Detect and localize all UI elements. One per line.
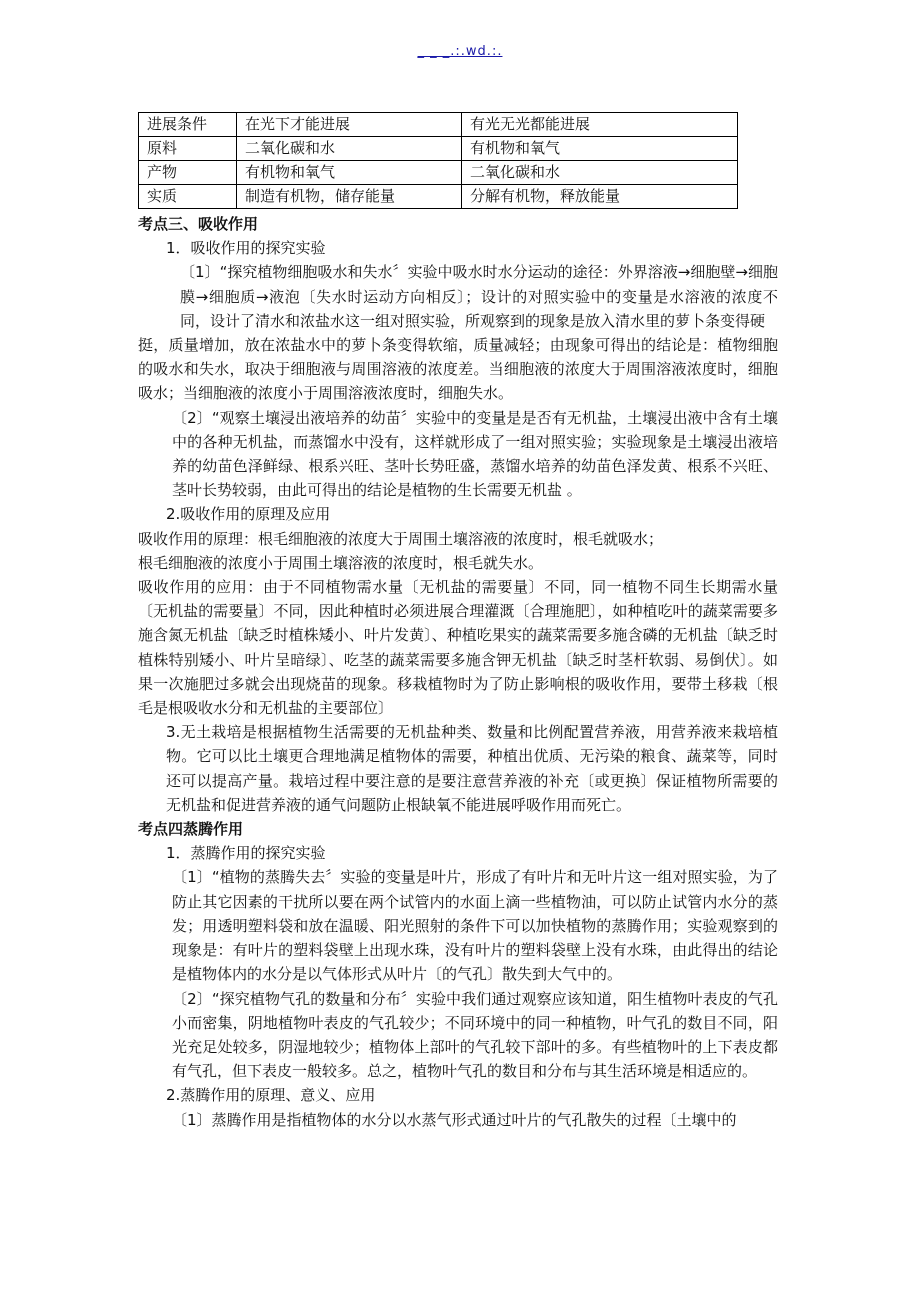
table-cell: 在光下才能进展 [237,113,462,137]
paragraph: 〔1〕“探究植物细胞吸水和失水〞实验中吸水时水分运动的途径：外界溶液→细胞壁→细胞膜→细胞质→液泡〔失水时运动方向相反〕；设计的对照实验中的变量是水溶液的浓度不同，设计了清水和浓盐水这一组对照实验，所观察到的现象是放入清水里的萝卜条变得硬 [180,263,778,330]
comparison-table [138,112,738,209]
document-body [138,212,778,1132]
table-cell: 产物 [139,161,237,185]
table-cell: 进展条件 [139,113,237,137]
table-cell: 实质 [139,185,237,209]
table-cell: 制造有机物，储存能量 [237,185,462,209]
paragraph: 吸收作用的应用：由于不同植物需水量〔无机盐的需要量〕不同，同一植物不同生长期需水量〔无机盐的需要量〕不同，因此种植时必须进展合理灌溉〔合理施肥〕，如种植吃叶的蔬菜需要多施含氮无机盐〔缺乏时植株矮小、叶片发黄〕、种植吃果实的蔬菜需要多施含磷的无机盐〔缺乏时植株特别矮小、叶片呈暗绿〕、吃茎的蔬菜需要多施含钾无机盐〔缺乏时茎杆软弱、易倒伏〕。如果一次施肥过多就会出现烧苗的现象。移栽植物时为了防止影响根的吸收作用，要带土移栽〔根毛是根吸收水分和无机盐的主要部位〕 [138,578,778,718]
table-cell: 有机物和氧气 [462,137,738,161]
table-row [139,137,738,161]
paragraph: 〔2〕“观察土壤浸出液培养的幼苗〞实验中的变量是是否有无机盐，土壤浸出液中含有土壤中的各种无机盐，而蒸馏水中没有，这样就形成了一组对照实验；实验现象是土壤浸出液培养的幼苗色泽鲜绿、根系兴旺、茎叶长势旺盛，蒸馏水培养的幼苗色泽发黄、根系不兴旺、茎叶长势较弱，由此可得出的结论是植物的生长需要无机盐 。 [172,408,778,500]
paragraph: 3.无土栽培是根据植物生活需要的无机盐种类、数量和比例配置营养液，用营养液来栽培植物。它可以比土壤更合理地满足植物体的需要，种植出优质、无污染的粮食、蔬菜等，同时还可以提高产量。栽培过程中要注意的是要注意营养液的补充〔或更换〕保证植物所需要的无机盐和促进营养液的通气问题防止根缺氧不能进展呼吸作用而死亡。 [166,723,778,814]
table-row [139,161,738,185]
table-cell: 原料 [139,137,237,161]
table-cell: 有机物和氧气 [237,161,462,185]
paragraph: 吸收作用的原理：根毛细胞液的浓度大于周围土壤溶液的浓度时，根毛就吸水； [138,529,664,548]
page-header: _ _ _.:.wd.:. [417,44,503,59]
paragraph: 1．蒸腾作用的探究实验 [166,844,326,863]
paragraph: 挺，质量增加，放在浓盐水中的萝卜条变得软缩，质量减轻；由现象可得出的结论是：植物细胞的吸水和失水，取决于细胞液与周围溶液的浓度差。当细胞液的浓度大于周围溶液浓度时，细胞吸水；当细胞液的浓度小于周围溶液浓度时，细胞失水。 [138,336,778,403]
paragraph: 〔1〕“植物的蒸腾失去〞实验的变量是叶片，形成了有叶片和无叶片这一组对照实验，为了防止其它因素的干扰所以要在两个试管内的水面上滴一些植物油，可以防止试管内水分的蒸发；用透明塑料袋和放在温暖、阳光照射的条件下可以加快植物的蒸腾作用；实验观察到的现象是：有叶片的塑料袋壁上出现水珠，没有叶片的塑料袋壁上没有水珠，由此得出的结论是植物体内的水分是以气体形式从叶片〔的气孔〕散失到大气中的。 [172,868,778,984]
paragraph: 〔2〕“探究植物气孔的数量和分布〞实验中我们通过观察应该知道，阳生植物叶表皮的气孔小而密集，阴地植物叶表皮的气孔较少；不同环境中的同一种植物，叶气孔的数目不同，阳光充足处较多，阴湿地较少；植物体上部叶的气孔较下部叶的多。有些植物叶的上下表皮都有气孔，但下表皮一般较多。总之，植物叶气孔的数目和分布与其生活环境是相适应的。 [172,989,778,1081]
table-cell: 二氧化碳和水 [237,137,462,161]
section-heading: 考点三、吸收作用 [138,215,259,233]
paragraph: 根毛细胞液的浓度小于周围土壤溶液的浓度时，根毛就失水。 [138,553,544,572]
table-row [139,113,738,137]
paragraph: 2.吸收作用的原理及应用 [166,505,331,524]
table-cell: 有光无光都能进展 [462,113,738,137]
table-cell: 二氧化碳和水 [462,161,738,185]
paragraph: 2.蒸腾作用的原理、意义、应用 [166,1086,376,1105]
paragraph: 1．吸收作用的探究实验 [166,239,326,258]
paragraph: 〔1〕蒸腾作用是指植物体的水分以水蒸气形式通过叶片的气孔散失的过程〔土壤中的 [172,1110,737,1129]
table-row [139,185,738,209]
table-cell: 分解有机物，释放能量 [462,185,738,209]
section-heading: 考点四蒸腾作用 [138,820,244,839]
